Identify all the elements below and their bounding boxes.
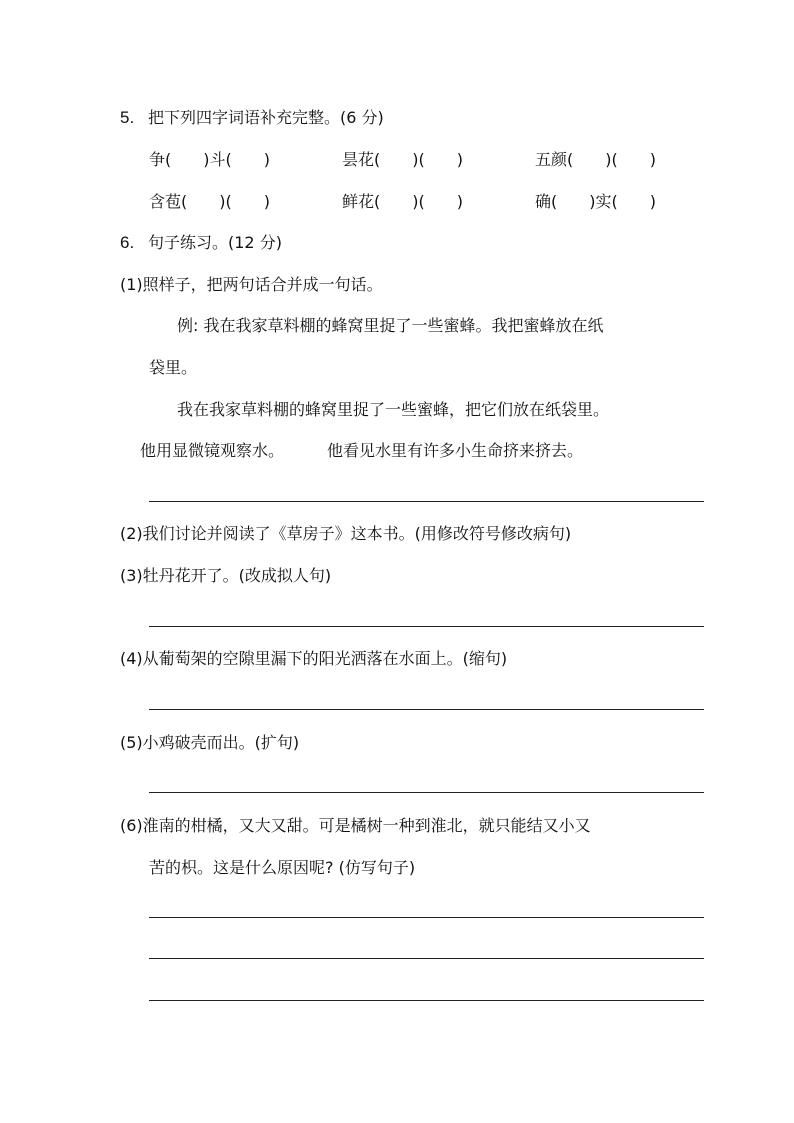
q6-part4: (4)从葡萄架的空隙里漏下的阳光洒落在水面上。(缩句): [120, 649, 508, 668]
q5-row1-item3: 五颜( )( ): [535, 150, 656, 169]
q6-part1-example-line2: 袋里。: [149, 358, 198, 377]
answer-line-part6-2[interactable]: [149, 958, 704, 959]
q5-row2-item2: 鲜花( )( ): [342, 192, 463, 211]
q6-part1-example-line1: 例: 我在我家草料棚的蜂窝里捉了一些蜜蜂。我把蜜蜂放在纸: [177, 316, 604, 335]
answer-line-part6-3[interactable]: [149, 1000, 704, 1001]
q5-row1-item1: 争( )斗( ): [149, 150, 270, 169]
q5-number: 5.: [120, 108, 135, 127]
answer-line-part6-1[interactable]: [149, 917, 704, 918]
answer-line-part5[interactable]: [149, 792, 704, 793]
q6-part5: (5)小鸡破壳而出。(扩句): [120, 733, 300, 752]
q5-row2-item3: 确( )实( ): [535, 192, 656, 211]
q6-part3: (3)牡丹花开了。(改成拟人句): [120, 566, 332, 585]
answer-line-part1[interactable]: [149, 501, 704, 502]
q6-part1-task-b: 他看见水里有许多小生命挤来挤去。: [327, 441, 584, 460]
q6-title: 句子练习。(12 分): [148, 233, 282, 252]
q5-row1-item2: 昙花( )( ): [342, 150, 463, 169]
q5-title: 把下列四字词语补充完整。(6 分): [148, 108, 384, 127]
answer-line-part4[interactable]: [149, 709, 704, 710]
q5-row2-item1: 含苞( )( ): [149, 192, 270, 211]
q6-number: 6.: [120, 233, 135, 252]
answer-line-part3[interactable]: [149, 626, 704, 627]
q6-part1-label: (1)照样子，把两句话合并成一句话。: [120, 275, 383, 294]
q6-part1-task-a: 他用显微镜观察水。: [140, 441, 285, 460]
q6-part2: (2)我们讨论并阅读了《草房子》这本书。(用修改符号修改病句): [120, 524, 572, 543]
q6-part1-answer-example: 我在我家草料棚的蜂窝里捉了一些蜜蜂，把它们放在纸袋里。: [177, 400, 610, 419]
q6-part6-line1: (6)淮南的柑橘，又大又甜。可是橘树一种到淮北，就只能结又小又: [120, 816, 591, 835]
q6-part6-line2: 苦的枳。这是什么原因呢? (仿写句子): [149, 858, 416, 877]
